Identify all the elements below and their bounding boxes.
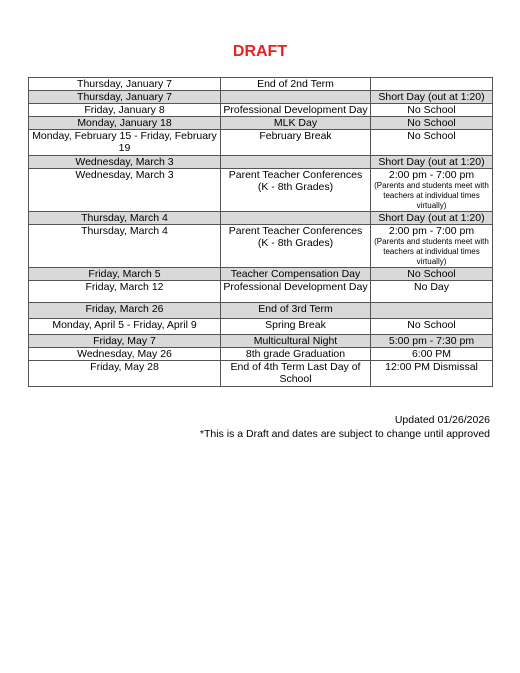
date-cell-text: Friday, March 26 (85, 303, 164, 315)
date-cell-text: Friday, March 12 (85, 281, 164, 293)
date-cell (29, 281, 221, 303)
date-cell-text: Monday, April 5 - Friday, April 9 (52, 319, 197, 331)
date-cell (29, 117, 221, 130)
date-cell-text: Wednesday, March 3 (75, 156, 174, 168)
event-cell-text: Teacher Compensation Day (230, 268, 361, 280)
event-cell (221, 169, 371, 212)
event-cell-text: End of 3rd Term (258, 303, 333, 315)
note-cell-text: Short Day (out at 1:20) (378, 212, 485, 224)
event-cell-text: Professional Development Day (223, 281, 368, 293)
calendar-body (29, 78, 493, 387)
note-cell-text: 2:00 pm - 7:00 pm (388, 169, 475, 181)
date-cell-text: Friday, March 5 (88, 268, 161, 280)
table-row (29, 348, 493, 361)
date-cell-text: Wednesday, March 3 (75, 169, 174, 181)
note-detail-text: (Parents and students meet with teachers at individual times virtually) (374, 237, 489, 266)
note-cell-text: Short Day (out at 1:20) (378, 91, 485, 103)
event-cell (221, 104, 371, 117)
note-cell (371, 169, 493, 212)
note-cell (371, 104, 493, 117)
table-row (29, 335, 493, 348)
date-cell (29, 348, 221, 361)
date-cell-text: Monday, February 15 - Friday, February 19 (32, 130, 217, 154)
event-cell (221, 335, 371, 348)
date-cell (29, 169, 221, 212)
date-cell (29, 130, 221, 156)
table-row (29, 91, 493, 104)
note-cell-text: 2:00 pm - 7:00 pm (388, 225, 475, 237)
note-cell (371, 303, 493, 319)
note-cell (371, 319, 493, 335)
event-cell-text: Parent Teacher Conferences (K - 8th Grades) (228, 169, 363, 193)
note-cell-text: No School (407, 130, 456, 142)
date-cell-text: Friday, May 7 (93, 335, 156, 347)
event-cell-text: Professional Development Day (223, 104, 368, 116)
date-cell-text: Thursday, January 7 (77, 78, 172, 90)
date-cell-text: Monday, January 18 (77, 117, 172, 129)
event-cell-text: End of 4th Term Last Day of School (230, 361, 361, 385)
date-cell (29, 225, 221, 268)
date-cell (29, 104, 221, 117)
note-cell-text: Short Day (out at 1:20) (378, 156, 485, 168)
updated-date: Updated 01/26/2026 (394, 414, 490, 426)
date-cell (29, 335, 221, 348)
note-cell (371, 212, 493, 225)
table-row (29, 78, 493, 91)
event-cell (221, 212, 371, 225)
note-cell-text: No School (407, 268, 456, 280)
date-cell (29, 212, 221, 225)
note-cell (371, 225, 493, 268)
table-row (29, 156, 493, 169)
date-cell (29, 319, 221, 335)
event-cell (221, 156, 371, 169)
event-cell (221, 225, 371, 268)
table-row (29, 303, 493, 319)
table-row (29, 281, 493, 303)
date-cell (29, 361, 221, 387)
note-cell (371, 348, 493, 361)
event-cell-text: Parent Teacher Conferences (K - 8th Grades) (228, 225, 363, 249)
event-cell-text: Spring Break (265, 319, 326, 331)
event-cell (221, 361, 371, 387)
event-cell (221, 303, 371, 319)
note-cell-text: 5:00 pm - 7:30 pm (388, 335, 475, 347)
event-cell-text: 8th grade Graduation (245, 348, 346, 360)
note-cell-text: No School (407, 104, 456, 116)
table-row (29, 104, 493, 117)
note-cell (371, 268, 493, 281)
note-cell-text: No School (407, 319, 456, 331)
note-cell (371, 91, 493, 104)
event-cell (221, 78, 371, 91)
table-row (29, 212, 493, 225)
event-cell (221, 281, 371, 303)
note-cell-text: 6:00 PM (411, 348, 452, 360)
event-cell (221, 91, 371, 104)
note-cell-text: No Day (413, 281, 449, 293)
date-cell (29, 156, 221, 169)
date-cell-text: Thursday, March 4 (81, 225, 168, 237)
note-detail-text: (Parents and students meet with teachers at individual times virtually) (374, 181, 489, 210)
note-cell (371, 156, 493, 169)
date-cell-text: Wednesday, May 26 (77, 348, 172, 360)
page-title: DRAFT (232, 43, 288, 60)
note-cell (371, 335, 493, 348)
event-cell (221, 319, 371, 335)
table-row (29, 169, 493, 212)
date-cell (29, 303, 221, 319)
date-cell (29, 268, 221, 281)
event-cell-text: Multicultural Night (253, 335, 338, 347)
event-cell (221, 130, 371, 156)
date-cell (29, 78, 221, 91)
table-row (29, 361, 493, 387)
note-cell (371, 130, 493, 156)
note-cell-text: 12:00 PM Dismissal (385, 361, 478, 373)
event-cell-text: MLK Day (273, 117, 318, 129)
note-cell (371, 78, 493, 91)
draft-disclaimer: *This is a Draft and dates are subject to change until approved (199, 428, 490, 440)
table-row (29, 319, 493, 335)
event-cell-text: End of 2nd Term (257, 78, 334, 90)
note-cell (371, 361, 493, 387)
table-row (29, 268, 493, 281)
table-row (29, 117, 493, 130)
table-row (29, 225, 493, 268)
date-cell-text: Friday, January 8 (84, 104, 165, 116)
event-cell-text: February Break (259, 130, 332, 142)
event-cell (221, 268, 371, 281)
event-cell (221, 117, 371, 130)
date-cell-text: Thursday, March 4 (81, 212, 168, 224)
event-cell (221, 348, 371, 361)
note-cell-text: No School (407, 117, 456, 129)
date-cell-text: Thursday, January 7 (77, 91, 172, 103)
table-row (29, 130, 493, 156)
note-cell (371, 117, 493, 130)
date-cell-text: Friday, May 28 (90, 361, 159, 373)
date-cell (29, 91, 221, 104)
note-cell (371, 281, 493, 303)
calendar-table (28, 77, 493, 387)
